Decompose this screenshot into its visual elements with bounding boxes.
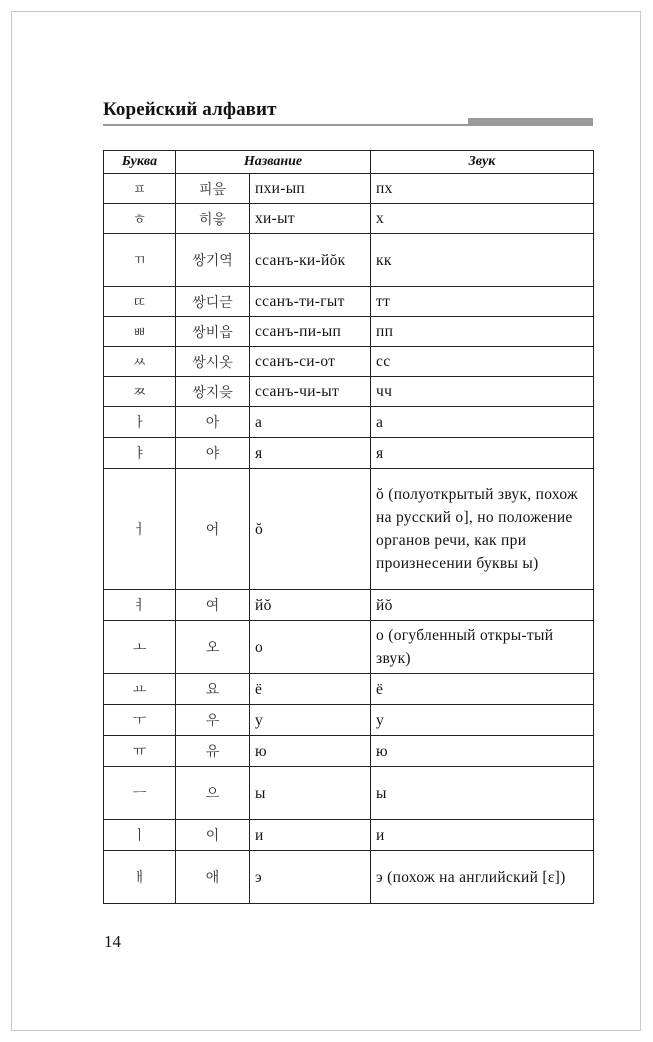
hangul-name: 피읖 [176, 174, 250, 204]
table-row [104, 407, 594, 438]
table-row [104, 736, 594, 767]
table-row [104, 469, 594, 590]
hangul-letter: ㅣ [104, 820, 176, 851]
table-row [104, 438, 594, 469]
hangul-letter: ㅑ [104, 438, 176, 469]
russian-name: ссанъ-си-от [250, 347, 371, 377]
hangul-name: 애 [176, 851, 250, 904]
sound-description: сс [371, 347, 594, 377]
hangul-letter: ㅍ [104, 174, 176, 204]
hangul-letter: ㅐ [104, 851, 176, 904]
sound-description: х [371, 204, 594, 234]
sound-description: йŏ [371, 590, 594, 621]
hangul-letter: ㅆ [104, 347, 176, 377]
page-title: Корейский алфавит [103, 99, 277, 120]
hangul-name: 쌍지읒 [176, 377, 250, 407]
sound-description: ŏ (полуоткрытый звук, похож на русский о], но положение органов речи, как при произнесении буквы ы) [371, 469, 594, 590]
russian-name: пхи-ып [250, 174, 371, 204]
russian-name: ссанъ-ти-гыт [250, 287, 371, 317]
sound-description: я [371, 438, 594, 469]
hangul-letter: ㅎ [104, 204, 176, 234]
hangul-name: 이 [176, 820, 250, 851]
table-row [104, 674, 594, 705]
russian-name: э [250, 851, 371, 904]
sound-description: ы [371, 767, 594, 820]
russian-name: хи-ыт [250, 204, 371, 234]
hangul-name: 아 [176, 407, 250, 438]
hangul-letter: ㅗ [104, 621, 176, 674]
sound-description: о (огубленный откры-тый звук) [371, 621, 594, 674]
sound-description: ё [371, 674, 594, 705]
russian-name: у [250, 705, 371, 736]
hangul-name: 쌍시옷 [176, 347, 250, 377]
table-row [104, 767, 594, 820]
table-row [104, 317, 594, 347]
russian-name: я [250, 438, 371, 469]
hangul-name: 어 [176, 469, 250, 590]
russian-name: ŏ [250, 469, 371, 590]
hangul-letter: ㄲ [104, 234, 176, 287]
alphabet-table [103, 150, 594, 904]
table-row [104, 590, 594, 621]
hangul-name: 쌍비읍 [176, 317, 250, 347]
hangul-name: 우 [176, 705, 250, 736]
russian-name: ссанъ-ки-йŏк [250, 234, 371, 287]
hangul-letter: ㅜ [104, 705, 176, 736]
table-row [104, 204, 594, 234]
sound-description: у [371, 705, 594, 736]
sound-description: чч [371, 377, 594, 407]
russian-name: и [250, 820, 371, 851]
hangul-name: 히읗 [176, 204, 250, 234]
hangul-name: 요 [176, 674, 250, 705]
table-row [104, 174, 594, 204]
sound-description: кк [371, 234, 594, 287]
table-header-row [104, 151, 594, 174]
russian-name: ю [250, 736, 371, 767]
hangul-name: 야 [176, 438, 250, 469]
hangul-name: 오 [176, 621, 250, 674]
table-row [104, 621, 594, 674]
hangul-name: 여 [176, 590, 250, 621]
header-letter: Буква [104, 151, 176, 174]
sound-description: и [371, 820, 594, 851]
hangul-letter: ㄸ [104, 287, 176, 317]
table-row [104, 820, 594, 851]
hangul-letter: ㅃ [104, 317, 176, 347]
hangul-name: 으 [176, 767, 250, 820]
heading-accent-bar [468, 118, 593, 126]
russian-name: о [250, 621, 371, 674]
hangul-letter: ㅉ [104, 377, 176, 407]
sound-description: пх [371, 174, 594, 204]
hangul-letter: ㅓ [104, 469, 176, 590]
russian-name: ы [250, 767, 371, 820]
table-row [104, 705, 594, 736]
hangul-name: 쌍디귿 [176, 287, 250, 317]
table-row [104, 234, 594, 287]
russian-name: ё [250, 674, 371, 705]
hangul-letter: ㅡ [104, 767, 176, 820]
table-row [104, 377, 594, 407]
table-row [104, 287, 594, 317]
sound-description: ю [371, 736, 594, 767]
russian-name: ссанъ-пи-ып [250, 317, 371, 347]
hangul-letter: ㅏ [104, 407, 176, 438]
hangul-letter: ㅕ [104, 590, 176, 621]
russian-name: йŏ [250, 590, 371, 621]
header-name: Название [176, 151, 371, 174]
russian-name: ссанъ-чи-ыт [250, 377, 371, 407]
hangul-name: 유 [176, 736, 250, 767]
sound-description: тт [371, 287, 594, 317]
hangul-letter: ㅛ [104, 674, 176, 705]
sound-description: э (похож на английский [ɛ]) [371, 851, 594, 904]
sound-description: а [371, 407, 594, 438]
header-sound: Звук [371, 151, 594, 174]
hangul-name: 쌍기역 [176, 234, 250, 287]
russian-name: а [250, 407, 371, 438]
hangul-letter: ㅠ [104, 736, 176, 767]
table-row [104, 851, 594, 904]
page-number: 14 [104, 932, 121, 951]
table-row [104, 347, 594, 377]
sound-description: пп [371, 317, 594, 347]
